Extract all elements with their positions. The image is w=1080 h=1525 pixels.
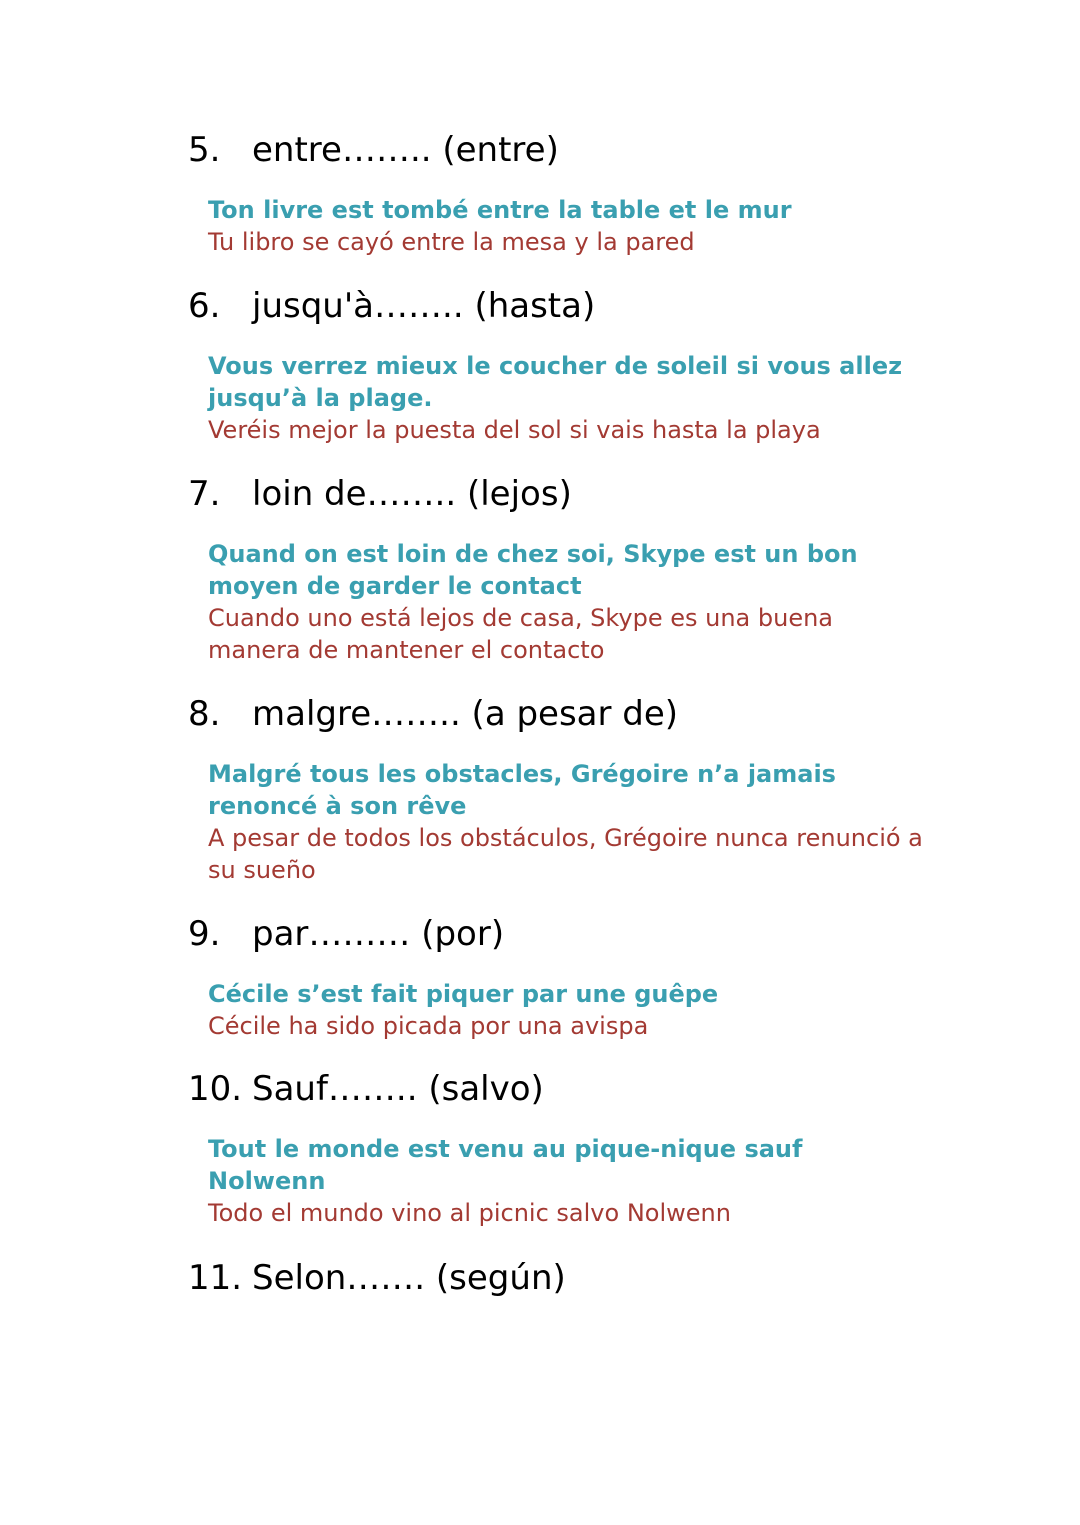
- entry-term: jusqu'à…….. (hasta): [252, 286, 596, 326]
- entry-term: malgre…….. (a pesar de): [252, 694, 679, 734]
- entry-number: 5.: [188, 130, 221, 170]
- entry-term: par……… (por): [252, 914, 505, 954]
- entry-term: Selon……. (según): [252, 1258, 566, 1298]
- french-sentence: Vous verrez mieux le coucher de soleil si vous allez jusqu’à la plage.: [208, 352, 903, 412]
- entry-heading: [188, 912, 504, 956]
- entry-number: 7.: [188, 474, 221, 514]
- entry-example: [208, 194, 928, 258]
- spanish-translation: Cuando uno está lejos de casa, Skype es una buena manera de mantener el contacto: [208, 604, 833, 664]
- entry-term: entre…….. (entre): [252, 130, 559, 170]
- entry-term: loin de…….. (lejos): [252, 474, 572, 514]
- entry-heading: [188, 1067, 544, 1111]
- spanish-translation: Cécile ha sido picada por una avispa: [208, 1012, 649, 1040]
- entry-example: [208, 758, 928, 886]
- entry-heading: [188, 472, 572, 516]
- entry-number: 10.: [188, 1069, 243, 1109]
- entry-example: [208, 1133, 928, 1229]
- entry-number: 9.: [188, 914, 221, 954]
- entry-number: 6.: [188, 286, 221, 326]
- french-sentence: Malgré tous les obstacles, Grégoire n’a jamais renoncé à son rêve: [208, 760, 836, 820]
- entry-example: [208, 538, 928, 666]
- entry-example: [208, 978, 928, 1042]
- french-sentence: Quand on est loin de chez soi, Skype est un bon moyen de garder le contact: [208, 540, 858, 600]
- entry-number: 8.: [188, 694, 221, 734]
- spanish-translation: Tu libro se cayó entre la mesa y la pared: [208, 228, 695, 256]
- entry-heading: [188, 1256, 566, 1300]
- spanish-translation: Todo el mundo vino al picnic salvo Nolwenn: [208, 1199, 731, 1227]
- french-sentence: Tout le monde est venu au pique-nique sauf Nolwenn: [208, 1135, 803, 1195]
- entry-number: 11.: [188, 1258, 243, 1298]
- entry-heading: [188, 692, 678, 736]
- french-sentence: Ton livre est tombé entre la table et le mur: [208, 196, 792, 224]
- french-sentence: Cécile s’est fait piquer par une guêpe: [208, 980, 719, 1008]
- entry-heading: [188, 128, 559, 172]
- spanish-translation: Veréis mejor la puesta del sol si vais hasta la playa: [208, 416, 821, 444]
- entry-heading: [188, 284, 595, 328]
- entry-example: [208, 350, 928, 446]
- entry-term: Sauf…….. (salvo): [252, 1069, 544, 1109]
- spanish-translation: A pesar de todos los obstáculos, Grégoire nunca renunció a su sueño: [208, 824, 923, 884]
